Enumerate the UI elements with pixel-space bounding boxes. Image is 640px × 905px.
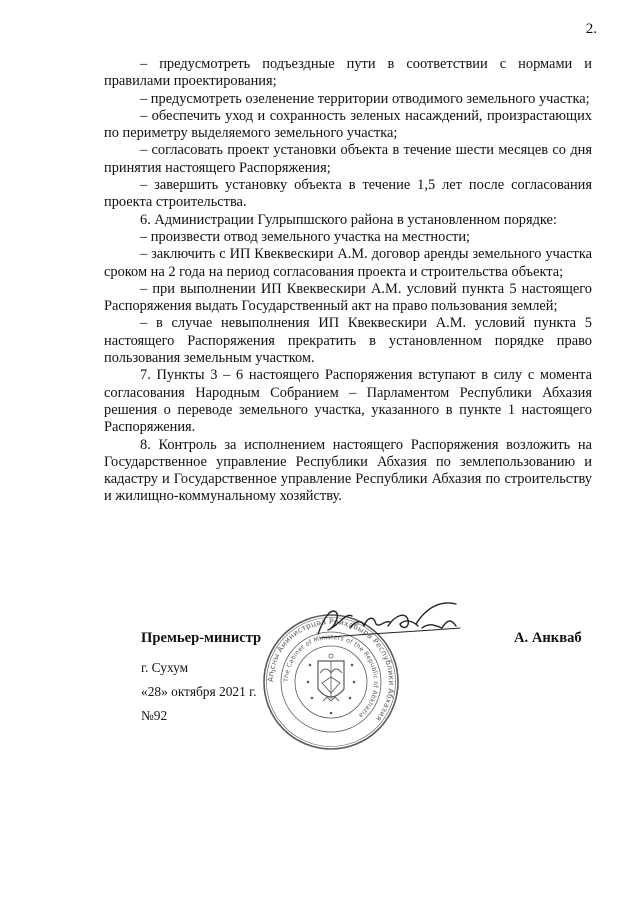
document-number: №92 <box>141 708 168 723</box>
signatory-name: А. Анкваб <box>514 630 582 646</box>
paragraph: – согласовать проект установки объекта в течение шести месяцев со дня принятия настоящего Распоряжения; <box>104 142 592 176</box>
paragraph: 7. Пункты 3 – 6 настоящего Распоряжения вступают в силу с момента согласования Народным Собранием – Парламентом Республики Абхазия решения о переводе земельного участка, указанного в пункте 1 настоящего Распоряжения. <box>104 367 592 436</box>
paragraph: – произвести отвод земельного участка на местности; <box>140 228 471 245</box>
seal-inner-text: The Cabinet of Ministers of the Republic of Abkhazia <box>282 633 380 719</box>
paragraph: – заключить с ИП Квеквескири А.М. договор аренды земельного участка сроком на 2 года на период согласования проекта и строительства объекта; <box>104 246 592 280</box>
paragraph: – при выполнении ИП Квеквескири А.М. условий пункта 5 настоящего Распоряжения выдать Государственный акт на право пользования землей; <box>104 280 592 315</box>
paragraph: – в случае невыполнения ИП Квеквескири А.М. условий пункта 5 настоящего Распоряжения прекратить в установленном порядке право пользования земельным участком. <box>104 315 592 367</box>
page-number: 2. <box>585 21 597 37</box>
coat-of-arms-emblem <box>318 654 344 701</box>
signatory-title: Премьер-министр <box>141 630 262 646</box>
paragraph: 8. Контроль за исполнением настоящего Распоряжения возложить на Государственное управление Республики Абхазия по землепользованию и кадастру и Государственное управление Республики Абхазия по строительству и жилищно-коммунальному хозяйству. <box>104 436 592 505</box>
paragraph: 6. Администрации Гулрыпшского района в установленном порядке: <box>140 211 557 228</box>
paragraph: – предусмотреть подъездные пути в соответствии с нормами и правилами проектирования; <box>104 56 592 90</box>
paragraph: – обеспечить уход и сохранность зеленых насаждений, произрастающих по периметру выделяемого земельного участка; <box>104 107 592 142</box>
document-place: г. Сухум <box>141 660 189 675</box>
paragraph: – предусмотреть озеленение территории отводимого земельного участка; <box>140 90 590 107</box>
document-body <box>104 56 592 506</box>
document-date: «28» октября 2021 г. <box>141 684 257 699</box>
handwritten-signature <box>310 598 470 642</box>
paragraph: – завершить установку объекта в течение 1,5 лет после согласования проекта строительства. <box>104 177 592 211</box>
seal-outer-text: Аҧсны Аминистрцәа Реиҳабыра Республики Абхазия <box>265 616 397 724</box>
